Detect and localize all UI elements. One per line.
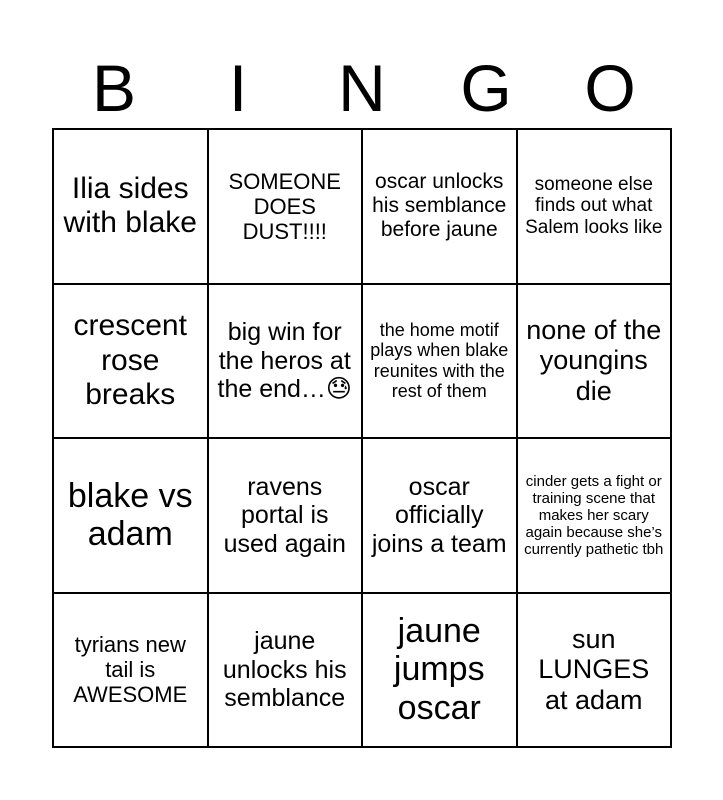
bingo-cell-2-4[interactable] xyxy=(517,284,672,439)
bingo-cell-4-3[interactable] xyxy=(362,593,517,748)
bingo-cell-3-2[interactable] xyxy=(208,438,363,593)
cell-text: big win for the heros at the end…😓 xyxy=(217,318,352,403)
cell-text: jaune jumps oscar xyxy=(393,611,485,728)
bingo-header xyxy=(52,48,672,128)
cell-text: oscar unlocks his semblance before jaune xyxy=(372,170,507,242)
bingo-cell-2-3[interactable] xyxy=(362,284,517,439)
bingo-cell-1-4[interactable] xyxy=(517,129,672,284)
cell-text: crescent rose breaks xyxy=(73,309,187,411)
bingo-cell-2-2[interactable] xyxy=(208,284,363,439)
bingo-cell-4-4[interactable] xyxy=(517,593,672,748)
cell-text: jaune unlocks his semblance xyxy=(222,627,347,712)
header-letter-i: I xyxy=(228,51,248,125)
bingo-cell-1-2[interactable] xyxy=(208,129,363,284)
cell-text: someone else finds out what Salem looks like xyxy=(525,173,663,239)
cell-text: blake vs adam xyxy=(67,476,193,554)
bingo-cell-3-3[interactable] xyxy=(362,438,517,593)
cell-text: oscar officially joins a team xyxy=(371,472,507,558)
bingo-cell-1-3[interactable] xyxy=(362,129,517,284)
header-letter-n: N xyxy=(338,51,386,125)
cell-text: the home motif plays when blake reunites with the rest of them xyxy=(370,319,509,402)
bingo-cell-3-4[interactable] xyxy=(517,438,672,593)
bingo-card xyxy=(52,128,672,748)
cell-text: Ilia sides with blake xyxy=(63,172,197,240)
bingo-cell-1-1[interactable] xyxy=(53,129,208,284)
header-letter-o: O xyxy=(584,51,636,125)
cell-text: cinder gets a fight or training scene that makes her scary again because she’s currently pathetic tbh xyxy=(524,472,664,558)
bingo-cell-4-1[interactable] xyxy=(53,593,208,748)
bingo-cell-2-1[interactable] xyxy=(53,284,208,439)
cell-text: SOMEONE DOES DUST!!!! xyxy=(228,168,341,244)
bingo-cell-4-2[interactable] xyxy=(208,593,363,748)
cell-text: none of the youngins die xyxy=(526,314,662,407)
header-letter-b: B xyxy=(91,51,137,125)
cell-text: sun LUNGES at adam xyxy=(538,623,650,716)
cell-text: ravens portal is used again xyxy=(223,472,346,558)
cell-text: tyrians new tail is AWESOME xyxy=(73,632,188,708)
bingo-cell-3-1[interactable] xyxy=(53,438,208,593)
header-letter-g: G xyxy=(460,51,512,125)
